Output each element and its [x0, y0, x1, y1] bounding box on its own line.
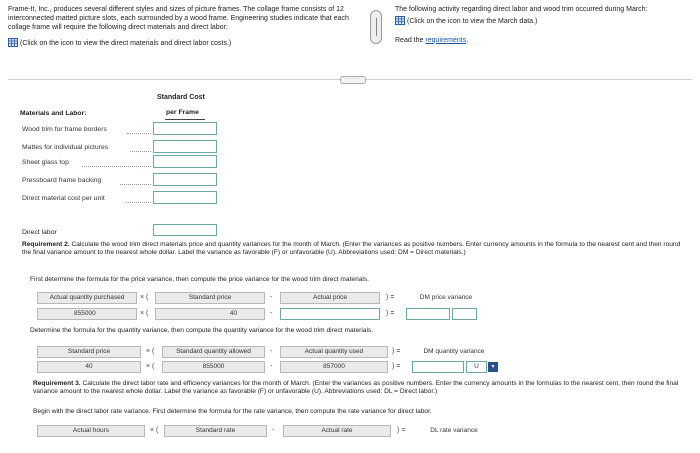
leader-dots	[120, 184, 151, 185]
chevron-down-icon[interactable]: ▾	[488, 362, 498, 372]
requirement-2-body: Calculate the wood trim direct materials price and quantity variances for the month of March. (Enter the variances as positive numbers. Enter currency amounts in the formula to the nearest cent and then round the final variance amount to the nearest whole dollar. Label the variance as favorable (F) or unfavorable (U). Abbreviations used: DM = Direct materials.)	[22, 241, 681, 257]
std-cost-header: Standard Cost	[157, 94, 205, 101]
qty-formula-op1: × (	[146, 348, 155, 355]
price-variance-instruction: First determine the formula for the price variance, then compute the price variance for the wood trim direct materials.	[30, 276, 369, 283]
price-value-term3-input[interactable]	[280, 308, 380, 320]
intro-text: Frame-It, Inc., produces several different styles and sizes of picture frames. The collage frame consists of 12 interconnected matted picture slots, each surrounded by a wood frame. Engineering studies indicate that each collage frame will require the following direct materials and direct labor:	[8, 6, 349, 31]
march-activity-panel	[395, 6, 693, 46]
qty-value-op2: -	[270, 363, 273, 370]
price-value-term1[interactable]: 855000	[37, 308, 137, 320]
rate-formula-result: DL rate variance	[416, 425, 492, 437]
requirement-2-text	[22, 241, 690, 258]
materials-labor-label: Materials and Labor:	[20, 110, 87, 117]
dm-quantity-variance-input[interactable]	[412, 361, 464, 373]
data-table-icon[interactable]	[8, 38, 18, 47]
qty-value-term1[interactable]: 40	[37, 361, 141, 373]
rate-variance-instruction: Begin with the direct labor rate variance. First determine the formula for the rate variance, then compute the rate variance for direct labor.	[33, 408, 432, 415]
leader-dots	[130, 151, 151, 152]
qty-formula-op3: ) =	[392, 348, 401, 355]
qty-formula-term2[interactable]: Standard quantity allowed	[162, 346, 265, 358]
requirement-3-title: Requirement 3.	[33, 380, 81, 387]
wood-trim-cost-input[interactable]	[153, 122, 217, 135]
price-formula-op3: ) =	[386, 294, 395, 301]
row-mattes: Mattes for individual pictures	[22, 144, 109, 151]
cost-data-link[interactable]	[8, 38, 353, 49]
requirement-3-body: Calculate the direct labor rate and efficiency variances for the month of March. (Enter the variances as positive numbers. Enter the currency amounts in the formulas to the nearest cent, then round the final variance amount to the nearest whole dollar. Label the variance as favorable (F) or unfavorable (U). Abbreviations used: DL = Direct labor.)	[33, 380, 679, 396]
rate-formula-op2: -	[272, 427, 275, 434]
dm-cost-per-unit-input[interactable]	[153, 191, 217, 204]
dm-price-variance-fu-select[interactable]	[452, 308, 477, 320]
leader-dots	[82, 166, 151, 167]
cost-data-note: (Click on the icon to view the direct materials and direct labor costs.)	[20, 39, 232, 47]
price-value-op1: × (	[140, 310, 149, 317]
price-formula-op1: × (	[140, 294, 149, 301]
expand-handle[interactable]: · · · · ·	[340, 76, 366, 84]
quantity-variance-instruction: Determine the formula for the quantity variance, then compute the quantity variance for the wood trim direct materials.	[30, 327, 374, 334]
rate-formula-term2[interactable]: Standard rate	[164, 425, 267, 437]
direct-labor-label: Direct labor	[22, 229, 57, 236]
leader-dots	[127, 133, 151, 134]
qty-formula-op2: -	[270, 348, 273, 355]
march-activity-text: The following activity regarding direct labor and wood trim occurred during March:	[395, 6, 648, 13]
qty-formula-term1[interactable]: Standard price	[37, 346, 141, 358]
mattes-cost-input[interactable]	[153, 140, 217, 153]
requirement-2-title: Requirement 2.	[22, 241, 70, 248]
dm-quantity-variance-fu-select[interactable]: U	[466, 361, 487, 373]
problem-intro	[8, 6, 353, 49]
direct-labor-cost-input[interactable]	[153, 224, 217, 236]
leader-dots	[126, 202, 151, 203]
price-formula-op2: -	[270, 294, 273, 301]
rate-formula-op1: × (	[150, 427, 159, 434]
price-value-op3: ) =	[386, 310, 395, 317]
header-underline	[165, 119, 205, 120]
row-pressboard: Pressboard frame backing	[22, 177, 102, 184]
price-formula-result: DM price variance	[406, 292, 486, 304]
read-suffix: .	[466, 36, 469, 44]
row-dm-cost-per-unit: Direct material cost per unit	[22, 195, 105, 202]
read-prefix: Read the	[395, 36, 426, 44]
march-data-link[interactable]	[395, 16, 693, 27]
price-formula-term2[interactable]: Standard price	[155, 292, 265, 304]
price-value-term2[interactable]: 40	[155, 308, 265, 320]
rate-formula-term1[interactable]: Actual hours	[37, 425, 145, 437]
data-table-icon[interactable]	[395, 16, 405, 25]
qty-formula-term3[interactable]: Actual quantity used	[280, 346, 388, 358]
dm-price-variance-input[interactable]	[406, 308, 450, 320]
per-frame-header: per Frame	[166, 109, 199, 116]
price-formula-term3[interactable]: Actual price	[280, 292, 380, 304]
read-requirements-line	[395, 37, 693, 46]
panel-splitter-handle[interactable]	[370, 10, 382, 44]
qty-formula-result: DM quantity variance	[412, 346, 496, 358]
pressboard-cost-input[interactable]	[153, 173, 217, 186]
rate-formula-op3: ) =	[397, 427, 406, 434]
qty-value-op3: ) =	[392, 363, 401, 370]
row-wood-trim: Wood trim for frame borders	[22, 126, 107, 133]
qty-value-term2[interactable]: 855000	[162, 361, 265, 373]
qty-value-term3[interactable]: 857000	[280, 361, 388, 373]
row-sheet-glass: Sheet glass top	[22, 159, 69, 166]
price-formula-term1[interactable]: Actual quantity purchased	[37, 292, 137, 304]
qty-value-op1: × (	[146, 363, 155, 370]
price-value-op2: -	[270, 310, 273, 317]
rate-formula-term3[interactable]: Actual rate	[283, 425, 391, 437]
requirement-3-text	[33, 380, 691, 397]
requirements-link[interactable]: requirements	[425, 36, 467, 44]
march-data-note: (Click on the icon to view the March data.)	[407, 17, 538, 25]
sheet-glass-cost-input[interactable]	[153, 155, 217, 168]
